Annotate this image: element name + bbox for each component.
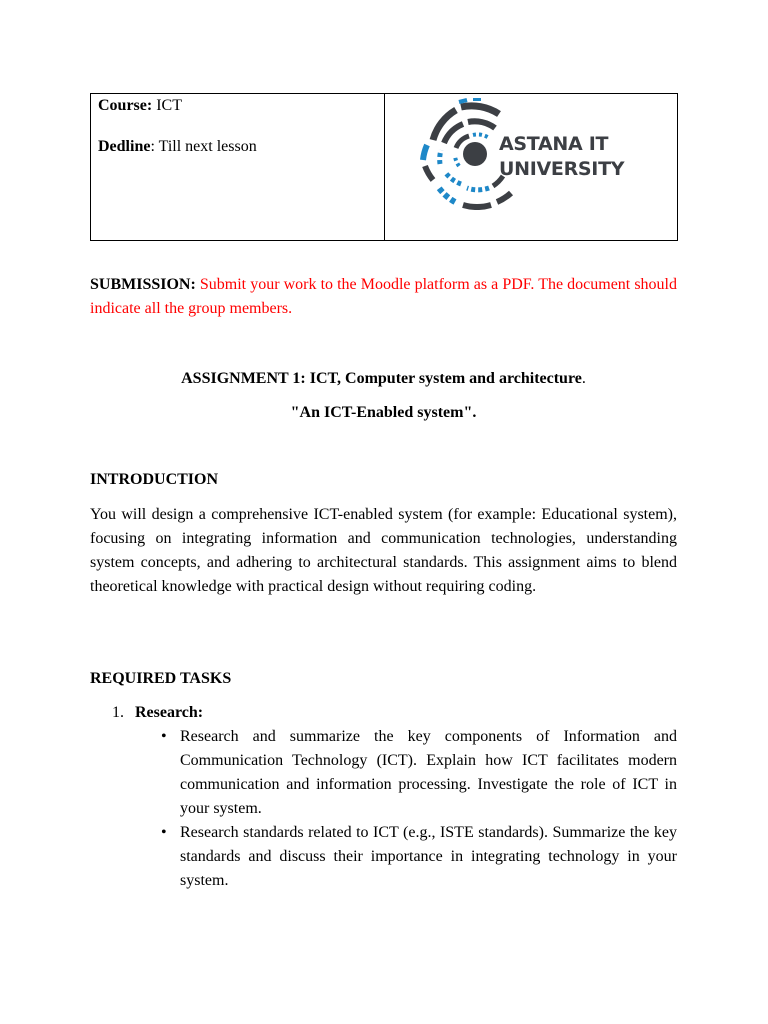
list-item [161, 821, 677, 893]
submission-label: SUBMISSION: [90, 276, 196, 293]
assignment-subtitle-text: "An ICT-Enabled system". [290, 404, 477, 421]
bullet-text: Research and summarize the key components of Information and Communication Technology (ICT). Explain how ICT facilitates modern communication and information processing. Investigate the role of ICT in your system. [180, 728, 677, 817]
introduction-text: You will design a comprehensive ICT-enabled system (for example: Educational system), focusing on integrating information and communication technologies, understanding system concepts, and adhering to architectural standards. This assignment aims to blend theoretical knowledge with practical design without requiring coding. [90, 506, 677, 595]
task-bullets [90, 725, 677, 893]
logo-line1: ASTANA IT [499, 133, 609, 155]
course-info-cell [91, 94, 385, 240]
list-item [90, 701, 677, 893]
task-list [90, 701, 677, 893]
assignment-title [90, 367, 677, 391]
course-label: Course: [98, 97, 153, 114]
bullet-icon: • [161, 728, 167, 745]
required-tasks-section [90, 667, 677, 893]
submission-paragraph [90, 273, 677, 321]
logo-line2: UNIVERSITY [499, 158, 625, 180]
header-table [90, 93, 678, 241]
submission-text: Submit your work to the Moodle platform as a PDF. The document should indicate all the group members. [90, 276, 677, 317]
deadline-value: : Till next lesson [150, 138, 257, 155]
list-item [161, 725, 677, 821]
introduction-section [90, 468, 677, 599]
introduction-heading: INTRODUCTION [90, 471, 219, 488]
deadline-label: Dedline [98, 138, 151, 155]
task-header [90, 701, 677, 725]
required-tasks-heading: REQUIRED TASKS [90, 670, 232, 687]
assignment-title-block [90, 367, 677, 425]
deadline-line [98, 137, 377, 157]
logo-cell [385, 94, 677, 240]
logo-wordmark [499, 132, 624, 182]
submission-block [90, 273, 677, 321]
bullet-text: Research standards related to ICT (e.g., ISTE standards). Summarize the key standards and discuss their importance in integrating technology in your system. [180, 824, 677, 889]
assignment-subtitle [90, 401, 677, 425]
task-number: 1. [112, 704, 124, 721]
assignment-title-tail: . [581, 370, 586, 387]
bullet-icon: • [161, 824, 167, 841]
course-line [98, 96, 377, 116]
course-value: ICT [152, 97, 182, 114]
task-title: Research: [135, 704, 204, 721]
assignment-title-bold: ASSIGNMENT 1: ICT, Computer system and architecture [181, 370, 582, 387]
